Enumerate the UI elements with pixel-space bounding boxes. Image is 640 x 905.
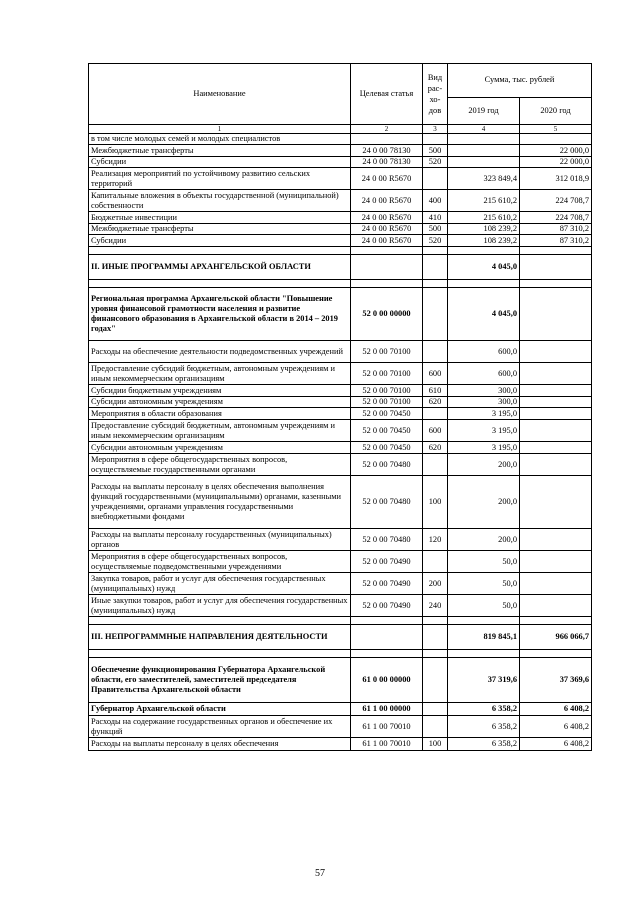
spacer-cell [89,650,351,658]
header-type: Вид рас- хо- дов [423,64,448,125]
row-type: 520 [423,157,448,168]
row-type: 200 [423,573,448,595]
row-2020 [520,551,592,573]
row-2019: 108 239,2 [448,224,520,235]
row-2019: 6 358,2 [448,716,520,738]
row-name: Расходы на содержание государственных органов и обеспечение их функций [89,716,351,738]
row-code: 52 0 00 70450 [351,420,423,442]
row-type [423,408,448,420]
row-2020: 87 310,2 [520,235,592,247]
row-2019: 215 610,2 [448,190,520,212]
row-code: 24 0 00 78130 [351,145,423,157]
row-2020: 6 408,2 [520,738,592,751]
row-2019: 108 239,2 [448,235,520,247]
row-code: 52 0 00 70100 [351,363,423,385]
table-row [89,190,592,212]
row-name: Расходы на обеспечение деятельности подведомственных учреждений [89,341,351,363]
spacer-cell [351,617,423,625]
spacer-cell [423,280,448,288]
table-row [89,625,592,650]
row-name: Реализация мероприятий по устойчивому развитию сельских территорий [89,168,351,190]
table-row [89,658,592,703]
row-type [423,341,448,363]
header-sum: Сумма, тыс. рублей [448,64,592,98]
row-2020 [520,363,592,385]
table-row [89,408,592,420]
row-code [351,625,423,650]
row-type [423,168,448,190]
row-code: 52 0 00 70490 [351,551,423,573]
row-name: II. ИНЫЕ ПРОГРАММЫ АРХАНГЕЛЬСКОЙ ОБЛАСТИ [89,255,351,280]
spacer-cell [448,247,520,255]
row-type: 620 [423,397,448,408]
row-type: 100 [423,738,448,751]
row-2019: 50,0 [448,595,520,617]
table-row [89,573,592,595]
row-name: Мероприятия в области образования [89,408,351,420]
row-type [423,454,448,476]
row-code: 52 0 00 70480 [351,476,423,529]
row-type: 600 [423,420,448,442]
row-2020: 37 369,6 [520,658,592,703]
spacer-cell [520,247,592,255]
row-2020: 224 708,7 [520,212,592,224]
row-2020 [520,397,592,408]
spacer-cell [89,617,351,625]
table-row [89,595,592,617]
table-row [89,157,592,168]
spacer-cell [423,247,448,255]
row-type: 610 [423,385,448,397]
row-2019: 37 319,6 [448,658,520,703]
row-type [423,625,448,650]
row-2020: 224 708,7 [520,190,592,212]
row-2019: 4 045,0 [448,288,520,341]
row-name: Губернатор Архангельской области [89,703,351,716]
table-row [89,145,592,157]
col-number: 2 [351,125,423,134]
row-name: Расходы на выплаты персоналу в целях обеспечения [89,738,351,751]
row-2019 [448,145,520,157]
col-number: 4 [448,125,520,134]
table-row [89,420,592,442]
table-row [89,255,592,280]
row-2019: 200,0 [448,529,520,551]
row-name: Субсидии [89,157,351,168]
row-2020: 6 408,2 [520,703,592,716]
row-name: Расходы на выплаты персоналу в целях обеспечения выполнения функций государственными (муниципальными) органами, казенными учреждениями, органами управления государственными внебюджетными фондами [89,476,351,529]
spacer-cell [423,650,448,658]
spacer-cell [423,617,448,625]
row-name: Мероприятия в сфере общегосударственных вопросов, осуществляемые государственными органами [89,454,351,476]
row-2020 [520,442,592,454]
table-row [89,212,592,224]
row-code: 52 0 00 00000 [351,288,423,341]
row-code: 24 0 00 78130 [351,157,423,168]
row-name: III. НЕПРОГРАММНЫЕ НАПРАВЛЕНИЯ ДЕЯТЕЛЬНОСТИ [89,625,351,650]
row-2020 [520,341,592,363]
row-name: Иные закупки товаров, работ и услуг для обеспечения государственных (муниципальных) нужд [89,595,351,617]
row-type [423,134,448,145]
table-row [89,442,592,454]
row-2019: 50,0 [448,551,520,573]
row-code: 52 0 00 70490 [351,595,423,617]
row-code: 61 1 00 70010 [351,716,423,738]
row-type [423,255,448,280]
row-2019: 819 845,1 [448,625,520,650]
row-name: Предоставление субсидий бюджетным, автономным учреждениям и иным некоммерческим организациям [89,420,351,442]
row-2019: 4 045,0 [448,255,520,280]
table-row [89,738,592,751]
row-name: Субсидии автономным учреждениям [89,397,351,408]
spacer-cell [448,650,520,658]
table-header-row [89,64,592,98]
table-row [89,454,592,476]
table-row [89,385,592,397]
row-type: 500 [423,145,448,157]
budget-table [88,63,592,751]
spacer-cell [351,650,423,658]
row-2019: 200,0 [448,454,520,476]
row-2019: 3 195,0 [448,420,520,442]
spacer-cell [89,280,351,288]
spacer-cell [351,280,423,288]
row-2020 [520,385,592,397]
spacer-cell [520,617,592,625]
row-2019: 300,0 [448,385,520,397]
row-type: 120 [423,529,448,551]
header-2019: 2019 год [448,97,520,124]
table-row [89,134,592,145]
row-2020 [520,573,592,595]
row-type [423,551,448,573]
row-type [423,703,448,716]
spacer-cell [351,247,423,255]
row-type: 240 [423,595,448,617]
row-name: Обеспечение функционирования Губернатора Архангельской области, его заместителей, заместителей председателя Правительства Архангельской области [89,658,351,703]
row-name: Предоставление субсидий бюджетным, автономным учреждениям и иным некоммерческим организациям [89,363,351,385]
row-type: 600 [423,363,448,385]
row-2019: 6 358,2 [448,703,520,716]
row-name: Межбюджетные трансферты [89,224,351,235]
row-name: Мероприятия в сфере общегосударственных вопросов, осуществляемые подведомственными учреждениями [89,551,351,573]
table-row [89,341,592,363]
row-name: Закупка товаров, работ и услуг для обеспечения государственных (муниципальных) нужд [89,573,351,595]
spacer-row [89,617,592,625]
row-2019: 3 195,0 [448,442,520,454]
spacer-cell [448,617,520,625]
row-type: 410 [423,212,448,224]
row-type: 100 [423,476,448,529]
row-code: 52 0 00 70480 [351,454,423,476]
table-row [89,703,592,716]
table-row [89,551,592,573]
row-2020: 966 066,7 [520,625,592,650]
spacer-cell [448,280,520,288]
table-row [89,363,592,385]
row-2019: 3 195,0 [448,408,520,420]
row-2019: 323 849,4 [448,168,520,190]
header-name: Наименование [89,64,351,125]
row-code: 24 0 00 R5670 [351,224,423,235]
row-code: 61 0 00 00000 [351,658,423,703]
row-2020 [520,255,592,280]
row-type [423,716,448,738]
row-type [423,658,448,703]
table-row [89,476,592,529]
row-code: 52 0 00 70450 [351,408,423,420]
row-2020: 22 000,0 [520,145,592,157]
row-2019: 600,0 [448,363,520,385]
row-type: 520 [423,235,448,247]
row-code: 52 0 00 70450 [351,442,423,454]
page-number: 57 [315,868,325,879]
row-2020 [520,420,592,442]
row-2019 [448,134,520,145]
table-row [89,397,592,408]
table-row [89,235,592,247]
header-article: Целевая статья [351,64,423,125]
row-2019: 50,0 [448,573,520,595]
row-type: 620 [423,442,448,454]
row-2020 [520,134,592,145]
spacer-cell [89,247,351,255]
spacer-cell [520,650,592,658]
row-name: Межбюджетные трансферты [89,145,351,157]
row-code: 24 0 00 R5670 [351,190,423,212]
row-2020 [520,408,592,420]
table-row [89,716,592,738]
row-type: 500 [423,224,448,235]
row-name: Субсидии автономным учреждениям [89,442,351,454]
row-2020 [520,454,592,476]
row-2020: 22 000,0 [520,157,592,168]
spacer-row [89,280,592,288]
row-code: 24 0 00 R5670 [351,235,423,247]
row-2019: 215 610,2 [448,212,520,224]
row-name: в том числе молодых семей и молодых специалистов [89,134,351,145]
row-code: 52 0 00 70100 [351,397,423,408]
row-type: 400 [423,190,448,212]
row-code [351,255,423,280]
row-code [351,134,423,145]
row-2020 [520,595,592,617]
row-2020: 312 018,9 [520,168,592,190]
row-2020 [520,288,592,341]
column-numbers-row [89,125,592,134]
spacer-row [89,247,592,255]
row-2020 [520,529,592,551]
table-row [89,288,592,341]
col-number: 3 [423,125,448,134]
row-code: 61 1 00 70010 [351,738,423,751]
table-row [89,224,592,235]
row-2019: 6 358,2 [448,738,520,751]
col-number: 1 [89,125,351,134]
row-type [423,288,448,341]
row-name: Региональная программа Архангельской области "Повышение уровня финансовой грамотности населения и развитие финансового образования в Архангельской области в 2014 – 2019 годах" [89,288,351,341]
row-code: 52 0 00 70100 [351,341,423,363]
row-2019: 300,0 [448,397,520,408]
row-code: 52 0 00 70480 [351,529,423,551]
row-2019: 200,0 [448,476,520,529]
table-row [89,168,592,190]
row-2020: 6 408,2 [520,716,592,738]
row-code: 52 0 00 70490 [351,573,423,595]
row-name: Субсидии бюджетным учреждениям [89,385,351,397]
table-row [89,529,592,551]
spacer-row [89,650,592,658]
row-code: 61 1 00 00000 [351,703,423,716]
row-name: Бюджетные инвестиции [89,212,351,224]
row-2020: 87 310,2 [520,224,592,235]
row-code: 24 0 00 R5670 [351,168,423,190]
row-2019: 600,0 [448,341,520,363]
row-code: 52 0 00 70100 [351,385,423,397]
row-name: Расходы на выплаты персоналу государственных (муниципальных) органов [89,529,351,551]
spacer-cell [520,280,592,288]
header-2020: 2020 год [520,97,592,124]
row-name: Капитальные вложения в объекты государственной (муниципальной) собственности [89,190,351,212]
row-code: 24 0 00 R5670 [351,212,423,224]
row-2020 [520,476,592,529]
row-name: Субсидии [89,235,351,247]
col-number: 5 [520,125,592,134]
row-2019 [448,157,520,168]
